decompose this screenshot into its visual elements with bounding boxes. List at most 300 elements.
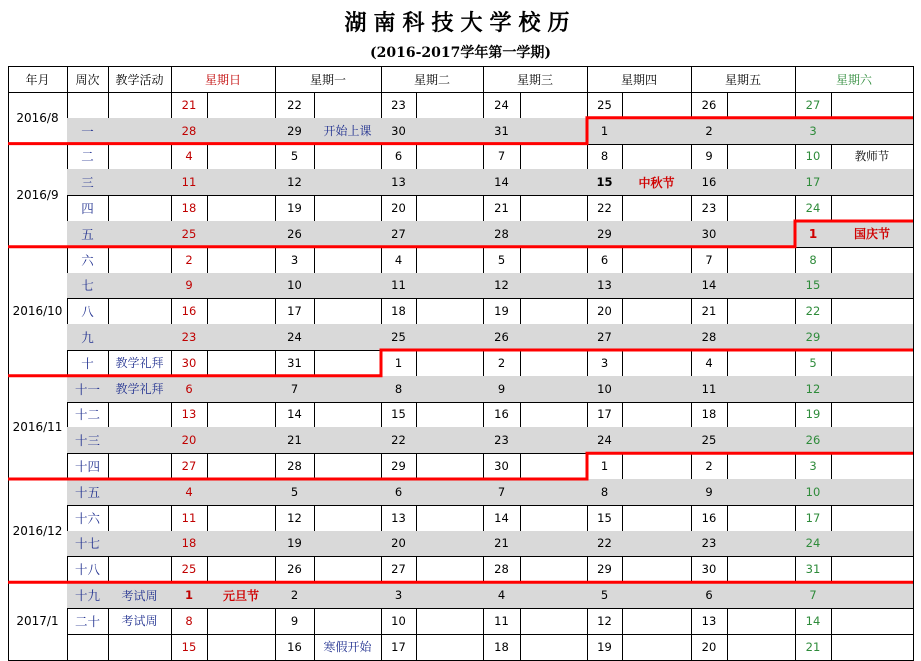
day-number: 4: [171, 144, 208, 171]
day-number: 9: [483, 376, 521, 403]
day-number: 19: [795, 402, 832, 429]
day-number: 2: [171, 247, 208, 274]
day-number: 1: [587, 453, 623, 480]
day-note: [727, 479, 796, 506]
day-number: 28: [483, 556, 521, 583]
day-note: [520, 144, 588, 171]
day-number: 16: [691, 505, 728, 532]
day-number: 9: [691, 144, 728, 171]
day-note: [831, 582, 914, 609]
day-number: 8: [171, 608, 208, 635]
day-note: [314, 195, 382, 222]
day-number: 10: [795, 144, 832, 171]
week-number: 九: [67, 324, 109, 351]
month-label: 2017/1: [8, 582, 68, 660]
day-note: [314, 582, 382, 609]
day-note: [207, 144, 276, 171]
day-note: [314, 221, 382, 248]
header-day-6: 星期六: [795, 66, 914, 93]
month-label: 2016/10: [8, 247, 68, 377]
day-number: 6: [171, 376, 208, 403]
day-number: 4: [691, 350, 728, 377]
day-number: 14: [275, 402, 315, 429]
day-note: [727, 247, 796, 274]
day-number: 8: [381, 376, 417, 403]
day-note: [622, 247, 692, 274]
event-note: 教师节: [831, 144, 914, 171]
teaching-activity: [108, 195, 172, 222]
day-number: 17: [587, 402, 623, 429]
day-number: 21: [795, 634, 832, 661]
day-note: [831, 324, 914, 351]
week-number: 十七: [67, 531, 109, 558]
day-note: [622, 144, 692, 171]
day-note: [207, 479, 276, 506]
day-note: [207, 273, 276, 300]
header-year-month: 年月: [8, 66, 68, 93]
day-note: [416, 608, 484, 635]
day-number: 17: [275, 298, 315, 325]
day-number: 19: [275, 195, 315, 222]
day-number: 26: [275, 221, 315, 248]
day-note: [520, 427, 588, 454]
day-number: 1: [171, 582, 208, 609]
day-note: [727, 324, 796, 351]
day-number: 28: [171, 118, 208, 145]
day-number: 24: [483, 92, 521, 119]
day-note: [727, 402, 796, 429]
teaching-activity: [108, 221, 172, 248]
day-note: [622, 376, 692, 403]
week-number: 十三: [67, 427, 109, 454]
day-number: 9: [171, 273, 208, 300]
day-number: 5: [275, 144, 315, 171]
day-number: 24: [795, 531, 832, 558]
day-number: 21: [483, 195, 521, 222]
day-number: 31: [483, 118, 521, 145]
day-number: 5: [483, 247, 521, 274]
day-number: 1: [795, 221, 832, 248]
teaching-activity: [108, 402, 172, 429]
day-number: 27: [381, 221, 417, 248]
day-number: 26: [275, 556, 315, 583]
week-number: [67, 634, 109, 661]
day-number: 13: [171, 402, 208, 429]
day-note: [520, 556, 588, 583]
day-note: [520, 402, 588, 429]
day-note: [314, 556, 382, 583]
day-number: 1: [381, 350, 417, 377]
day-number: 24: [795, 195, 832, 222]
day-note: [520, 298, 588, 325]
day-number: 26: [483, 324, 521, 351]
week-number: 十八: [67, 556, 109, 583]
day-note: [831, 376, 914, 403]
day-note: [520, 505, 588, 532]
day-number: 12: [275, 505, 315, 532]
day-note: [207, 92, 276, 119]
day-note: [622, 324, 692, 351]
day-number: 15: [587, 505, 623, 532]
day-number: 25: [171, 556, 208, 583]
day-number: 23: [691, 195, 728, 222]
teaching-activity: 考试周: [108, 608, 172, 635]
day-number: 16: [171, 298, 208, 325]
day-note: [831, 92, 914, 119]
day-note: [314, 324, 382, 351]
day-number: 11: [171, 169, 208, 196]
day-number: 10: [381, 608, 417, 635]
week-number: 十六: [67, 505, 109, 532]
day-note: [831, 402, 914, 429]
day-note: [727, 273, 796, 300]
day-number: 30: [381, 118, 417, 145]
day-number: 14: [795, 608, 832, 635]
day-note: [314, 402, 382, 429]
teaching-activity: [108, 427, 172, 454]
day-note: [622, 195, 692, 222]
day-number: 6: [381, 479, 417, 506]
day-number: 22: [587, 195, 623, 222]
day-note: [727, 350, 796, 377]
day-number: 15: [381, 402, 417, 429]
day-number: 12: [587, 608, 623, 635]
day-note: [207, 118, 276, 145]
teaching-activity: [108, 92, 172, 119]
day-number: 29: [587, 556, 623, 583]
day-note: [727, 427, 796, 454]
day-note: [831, 273, 914, 300]
day-number: 17: [381, 634, 417, 661]
day-note: [416, 144, 484, 171]
day-note: [831, 118, 914, 145]
day-number: 14: [691, 273, 728, 300]
header-day-2: 星期二: [381, 66, 484, 93]
day-number: 18: [691, 402, 728, 429]
day-number: 31: [795, 556, 832, 583]
day-number: 2: [483, 350, 521, 377]
day-note: [314, 376, 382, 403]
day-number: 7: [795, 582, 832, 609]
day-note: [520, 92, 588, 119]
teaching-activity: 教学礼拜: [108, 376, 172, 403]
day-note: [727, 92, 796, 119]
day-note: [207, 298, 276, 325]
day-note: [520, 531, 588, 558]
day-number: 8: [587, 479, 623, 506]
day-note: [314, 350, 382, 377]
day-note: [831, 195, 914, 222]
day-note: [727, 118, 796, 145]
day-number: 25: [691, 427, 728, 454]
teaching-activity: [108, 531, 172, 558]
day-number: 3: [795, 118, 832, 145]
teaching-activity: [108, 118, 172, 145]
day-note: [314, 144, 382, 171]
day-note: [314, 505, 382, 532]
day-number: 26: [691, 92, 728, 119]
day-note: [622, 118, 692, 145]
day-number: 4: [483, 582, 521, 609]
event-note: 寒假开始: [314, 634, 382, 661]
week-number: 二: [67, 144, 109, 171]
day-number: 16: [691, 169, 728, 196]
day-note: [207, 505, 276, 532]
header-day-1: 星期一: [275, 66, 382, 93]
day-note: [831, 350, 914, 377]
holiday-label: 元旦节: [207, 582, 276, 609]
day-note: [831, 531, 914, 558]
day-number: 6: [587, 247, 623, 274]
header-week: 周次: [67, 66, 109, 93]
day-number: 6: [381, 144, 417, 171]
day-note: [207, 402, 276, 429]
day-number: 27: [171, 453, 208, 480]
day-note: [727, 556, 796, 583]
day-number: 26: [795, 427, 832, 454]
day-note: [207, 634, 276, 661]
teaching-activity: [108, 298, 172, 325]
day-number: 1: [587, 118, 623, 145]
day-number: 13: [381, 505, 417, 532]
day-note: [622, 531, 692, 558]
day-note: [520, 608, 588, 635]
day-note: [207, 531, 276, 558]
day-note: [207, 221, 276, 248]
day-number: 30: [691, 221, 728, 248]
day-note: [314, 169, 382, 196]
day-number: 20: [171, 427, 208, 454]
week-number: 十五: [67, 479, 109, 506]
day-number: 18: [381, 298, 417, 325]
day-number: 5: [587, 582, 623, 609]
header-activity: 教学活动: [108, 66, 172, 93]
day-number: 13: [587, 273, 623, 300]
day-number: 11: [483, 608, 521, 635]
week-number: 六: [67, 247, 109, 274]
week-number: 十四: [67, 453, 109, 480]
day-number: 5: [275, 479, 315, 506]
day-number: 3: [275, 247, 315, 274]
day-number: 7: [483, 479, 521, 506]
day-number: 15: [587, 169, 623, 196]
day-number: 9: [691, 479, 728, 506]
day-note: [520, 118, 588, 145]
week-number: 七: [67, 273, 109, 300]
day-number: 13: [691, 608, 728, 635]
header-day-0: 星期日: [171, 66, 276, 93]
day-number: 8: [587, 144, 623, 171]
day-number: 29: [587, 221, 623, 248]
day-number: 22: [587, 531, 623, 558]
teaching-activity: [108, 556, 172, 583]
day-number: 18: [171, 531, 208, 558]
teaching-activity: [108, 505, 172, 532]
day-note: [416, 169, 484, 196]
month-label: 2016/12: [8, 479, 68, 583]
day-note: [831, 634, 914, 661]
day-number: 28: [483, 221, 521, 248]
day-note: [622, 273, 692, 300]
day-note: [831, 169, 914, 196]
week-number: 一: [67, 118, 109, 145]
day-note: [622, 608, 692, 635]
holiday-label: 中秋节: [622, 169, 692, 196]
day-number: 12: [795, 376, 832, 403]
holiday-label: 国庆节: [831, 221, 914, 248]
day-note: [314, 247, 382, 274]
day-number: 19: [275, 531, 315, 558]
day-note: [727, 608, 796, 635]
day-number: 21: [275, 427, 315, 454]
day-number: 14: [483, 169, 521, 196]
day-note: [207, 247, 276, 274]
day-note: [416, 582, 484, 609]
day-note: [416, 324, 484, 351]
header-day-5: 星期五: [691, 66, 796, 93]
day-number: 5: [795, 350, 832, 377]
day-number: 16: [483, 402, 521, 429]
day-number: 21: [691, 298, 728, 325]
day-number: 30: [691, 556, 728, 583]
day-note: [520, 634, 588, 661]
week-number: 五: [67, 221, 109, 248]
header-day-3: 星期三: [483, 66, 588, 93]
day-number: 3: [381, 582, 417, 609]
day-number: 27: [587, 324, 623, 351]
day-note: [520, 582, 588, 609]
day-number: 11: [171, 505, 208, 532]
day-note: [622, 556, 692, 583]
day-note: [622, 298, 692, 325]
day-note: [416, 92, 484, 119]
day-note: [622, 479, 692, 506]
day-note: [416, 376, 484, 403]
day-number: 12: [483, 273, 521, 300]
day-note: [727, 298, 796, 325]
day-note: [416, 556, 484, 583]
day-number: 24: [275, 324, 315, 351]
day-note: [207, 376, 276, 403]
day-number: 23: [483, 427, 521, 454]
day-number: 20: [381, 195, 417, 222]
day-number: 14: [483, 505, 521, 532]
day-note: [207, 556, 276, 583]
day-note: [520, 195, 588, 222]
day-note: [520, 350, 588, 377]
day-note: [520, 376, 588, 403]
day-note: [416, 531, 484, 558]
week-number: 二十: [67, 608, 109, 635]
day-note: [207, 453, 276, 480]
day-note: [314, 298, 382, 325]
day-note: [727, 169, 796, 196]
day-note: [727, 531, 796, 558]
day-number: 8: [795, 247, 832, 274]
day-number: 2: [691, 118, 728, 145]
day-note: [622, 582, 692, 609]
day-number: 7: [483, 144, 521, 171]
week-number: 十: [67, 350, 109, 377]
day-number: 31: [275, 350, 315, 377]
day-number: 10: [587, 376, 623, 403]
day-note: [831, 427, 914, 454]
day-note: [727, 221, 796, 248]
day-note: [622, 402, 692, 429]
day-number: 29: [381, 453, 417, 480]
day-number: 20: [587, 298, 623, 325]
day-number: 21: [483, 531, 521, 558]
day-note: [727, 376, 796, 403]
teaching-activity: [108, 247, 172, 274]
day-note: [727, 505, 796, 532]
week-number: 十二: [67, 402, 109, 429]
day-note: [520, 479, 588, 506]
day-note: [622, 221, 692, 248]
day-number: 20: [691, 634, 728, 661]
event-note: 开始上课: [314, 118, 382, 145]
day-note: [314, 479, 382, 506]
day-note: [831, 247, 914, 274]
day-number: 25: [381, 324, 417, 351]
day-number: 2: [691, 453, 728, 480]
week-number: 三: [67, 169, 109, 196]
page-subtitle: (2016-2017学年第一学期): [370, 45, 551, 61]
day-note: [416, 427, 484, 454]
day-note: [314, 608, 382, 635]
month-label: 2016/8: [8, 92, 68, 145]
day-number: 29: [795, 324, 832, 351]
day-note: [207, 350, 276, 377]
teaching-activity: 考试周: [108, 582, 172, 609]
day-number: 22: [795, 298, 832, 325]
day-number: 17: [795, 505, 832, 532]
day-note: [831, 505, 914, 532]
day-note: [207, 169, 276, 196]
day-number: 3: [795, 453, 832, 480]
teaching-activity: [108, 169, 172, 196]
day-note: [207, 195, 276, 222]
day-note: [314, 531, 382, 558]
day-note: [520, 221, 588, 248]
day-number: 7: [691, 247, 728, 274]
teaching-activity: [108, 634, 172, 661]
day-note: [416, 350, 484, 377]
week-number: 四: [67, 195, 109, 222]
day-note: [727, 582, 796, 609]
week-number: 十九: [67, 582, 109, 609]
day-number: 7: [275, 376, 315, 403]
day-note: [416, 453, 484, 480]
day-note: [416, 479, 484, 506]
day-note: [520, 169, 588, 196]
teaching-activity: [108, 273, 172, 300]
day-number: 19: [483, 298, 521, 325]
day-number: 9: [275, 608, 315, 635]
day-number: 10: [275, 273, 315, 300]
day-note: [416, 273, 484, 300]
day-number: 25: [587, 92, 623, 119]
day-note: [314, 453, 382, 480]
day-note: [207, 324, 276, 351]
day-number: 23: [171, 324, 208, 351]
day-number: 28: [691, 324, 728, 351]
day-number: 29: [275, 118, 315, 145]
day-note: [314, 427, 382, 454]
day-number: 22: [275, 92, 315, 119]
day-number: 22: [381, 427, 417, 454]
day-note: [416, 402, 484, 429]
